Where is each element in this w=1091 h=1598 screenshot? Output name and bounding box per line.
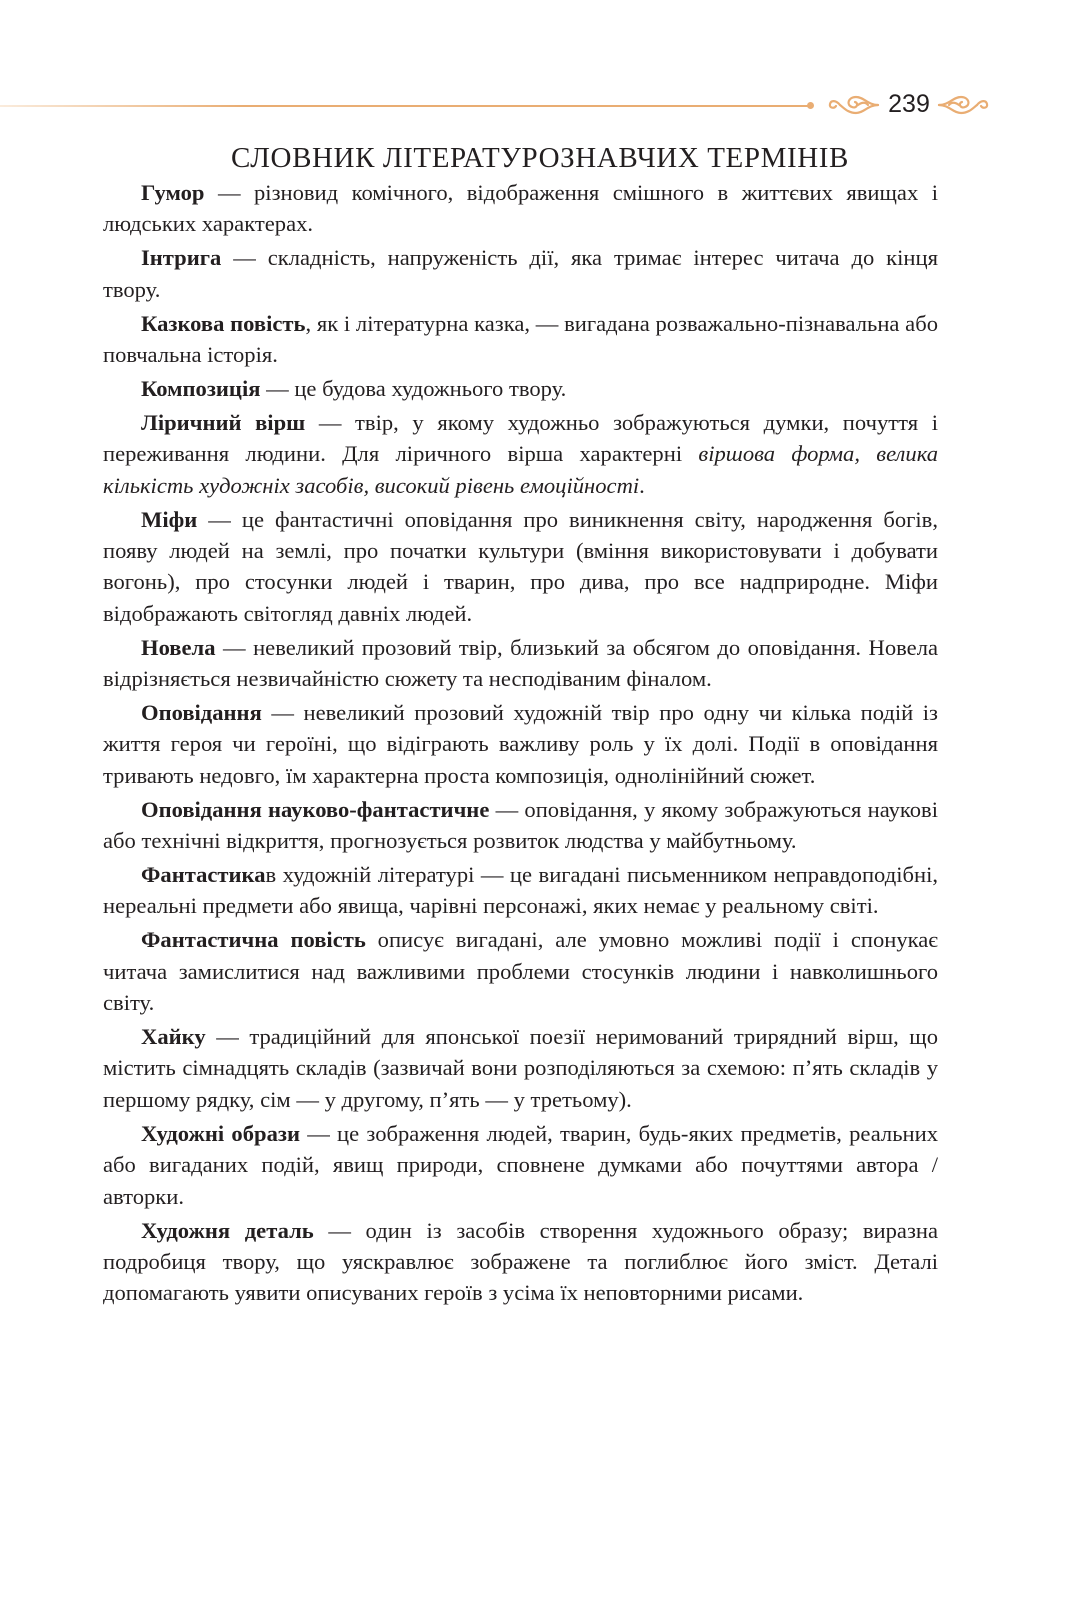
glossary-definition: — невеликий прозовий художній твір про одну чи кілька подій із життя героя чи героїні, що відіграють важливу роль у їх долі. Події в оповідання тривають недовго, їм характерна проста композиція, однолінійний сюжет. <box>103 700 938 788</box>
glossary-term: Гумор <box>141 180 205 205</box>
glossary-entry <box>103 242 938 305</box>
glossary-definition: описує вигадані, але умовно можливі події і спонукає читача замислитися над важливими проблеми стосунків людини і навколишнього світу. <box>103 927 938 1016</box>
glossary-entry <box>103 1215 938 1309</box>
glossary-definition: — складність, напруженість дії, яка тримає інтерес читача до кінця твору. <box>103 245 938 302</box>
glossary-term: Новела <box>141 634 216 660</box>
glossary-entry <box>103 504 938 630</box>
glossary-entry <box>103 859 938 922</box>
swirl-ornament-icon <box>828 92 880 118</box>
header-rule-dot <box>807 102 814 109</box>
glossary-entry <box>103 632 938 695</box>
glossary-definition: — невеликий прозовий твір, близький за обсягом до оповідання. Новела відрізняється незвичайністю сюжету та несподіваним фіналом. <box>103 634 938 692</box>
glossary-definition: — оповідання, у якому зображуються наукові або технічні відкриття, прогнозується розвиток людства у майбутньому. <box>103 796 938 854</box>
glossary-definition: в художній літературі — це вигадані письменником неправдоподібні, нереальні предмети або явища, чарівні персонажі, яких немає у реальному світі. <box>103 862 938 919</box>
glossary-entry <box>103 177 938 240</box>
glossary-entry <box>103 794 938 857</box>
glossary-entry <box>103 1118 938 1212</box>
page-number: 239 <box>888 90 930 118</box>
glossary-term: Художня деталь <box>141 1217 314 1243</box>
glossary-emphasis: віршова форма, велика кількість художніх засобів, високий рівень емоційності <box>103 441 938 498</box>
glossary-term: Художні образи <box>141 1120 300 1146</box>
glossary-term: Хайку <box>141 1024 206 1050</box>
glossary-term: Ліричний вірш <box>141 409 306 435</box>
page-header <box>0 86 1091 126</box>
glossary-entry <box>103 373 938 404</box>
glossary-term: Інтрига <box>141 245 222 271</box>
page-title: СЛОВНИК ЛІТЕРАТУРОЗНАВЧИХ ТЕРМІНІВ <box>231 142 849 174</box>
glossary-definition: , як і літературна казка, — вигадана розважально-пізнавальна або повчальна історія. <box>103 310 938 368</box>
glossary-term: Оповідання науково-фантастичне <box>141 796 490 822</box>
glossary-definition: — один із засобів створення художнього образу; виразна подробиця твору, що уяскравлює зображене та поглиблює його зміст. Деталі допомагають уявити описуваних героїв з усіма їх неповторними рисами. <box>103 1217 938 1306</box>
glossary-definition: — це будова художнього твору. <box>260 375 567 401</box>
glossary-term: Міфи <box>141 506 198 532</box>
glossary-term: Фантастика <box>141 862 266 888</box>
glossary-entry <box>103 1021 938 1115</box>
header-rule <box>0 105 812 107</box>
glossary-entry <box>103 407 938 501</box>
glossary-entry <box>103 308 938 371</box>
glossary-definition-end: . <box>639 472 645 498</box>
glossary-entry <box>103 924 938 1018</box>
glossary-term: Казкова повість <box>141 310 306 336</box>
glossary-definition: — це фантастичні оповідання про виникнення світу, народження богів, появу людей на землі, про початки культури (вміння використовувати і добувати вогонь), про стосунки людей і тварин, про дива, про все надприродне. Міфи відображають світогляд давніх людей. <box>103 506 938 626</box>
glossary-term: Оповідання <box>141 700 262 725</box>
glossary-definition: — твір, у якому художньо зображуються думки, почуття і переживання людини. Для ліричного вірша характерні <box>103 409 938 467</box>
glossary-entry <box>103 697 938 791</box>
glossary-term: Фантастична повість <box>141 927 366 953</box>
glossary-list <box>103 177 938 1311</box>
glossary-term: Композиція <box>141 375 261 401</box>
glossary-definition: — це зображення людей, тварин, будь-яких предметів, реальних або вигаданих подій, явищ природи, сповнене думками або почуттями автора / авторки. <box>103 1120 938 1209</box>
glossary-definition: — традиційний для японської поезії неримований трирядний вірш, що містить сімнадцять складів (зазвичай вони розподіляються за схемою: п’ять складів у першому рядку, сім — у другому, п’ять — у третьому). <box>103 1024 938 1112</box>
swirl-ornament-icon <box>937 92 989 118</box>
glossary-definition: — різновид комічного, відображення смішного в життєвих явищах і людських характерах. <box>103 180 938 237</box>
